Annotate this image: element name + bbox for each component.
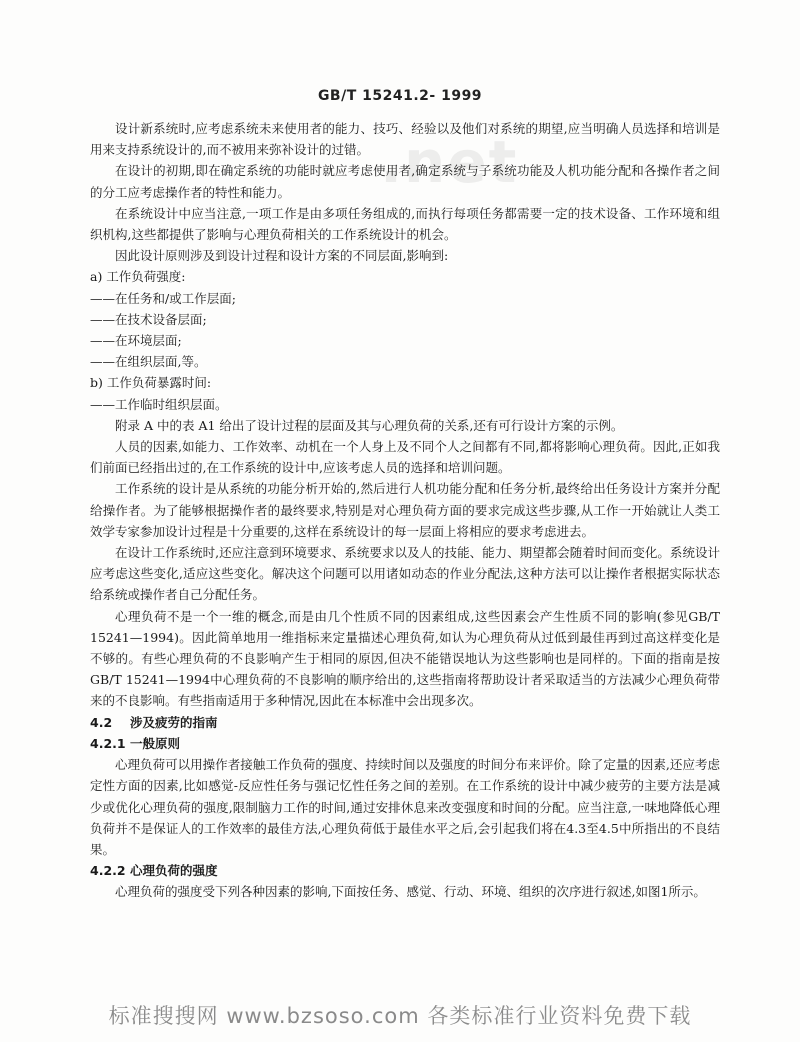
document-body bbox=[90, 118, 720, 903]
footer-watermark: 标准搜搜网 www.bzsoso.com 各类标准行业资料免费下载 bbox=[108, 1004, 692, 1028]
paragraph: 心理负荷可以用操作者接触工作负荷的强度、持续时间以及强度的时间分布来评价。除了定量的因素,还应考虑定性方面的因素,比如感觉-反应性任务与强记忆性任务之间的差别。在工作系统的设计中减少疲劳的主要方法是减少或优化心理负荷的强度,限制脑力工作的时间,通过安排休息来改变强度和时间的分配。应当注意,一味地降低心理负荷并不是保证人的工作效率的最佳方法,心理负荷低于最佳水平之后,会引起我们将在4.3至4.5中所指出的不良结果。 bbox=[90, 757, 720, 857]
standard-code-header: GB/T 15241.2- 1999 bbox=[317, 88, 483, 104]
section-number: 4.2.2 bbox=[90, 863, 126, 879]
list-item: ——在技术设备层面; bbox=[90, 311, 207, 327]
section-heading-4-2-1 bbox=[90, 733, 720, 754]
section-heading-4-2-2 bbox=[90, 860, 720, 881]
list-item: ——在组织层面,等。 bbox=[90, 354, 207, 370]
paragraph: 在设计工作系统时,还应注意到环境要求、系统要求以及人的技能、能力、期望都会随着时间而变化。系统设计应考虑这些变化,适应这些变化。解决这个问题可以用诸如动态的作业分配法,这种方法可以让操作者根据实际状态给系统或操作者自己分配任务。 bbox=[90, 545, 720, 603]
section-number: 4.2.1 bbox=[90, 735, 126, 751]
paragraph: 因此设计原则涉及到设计过程和设计方案的不同层面,影响到: bbox=[115, 248, 449, 264]
list-item: ——在任务和/或工作层面; bbox=[90, 290, 236, 306]
paragraph: 在系统设计中应当注意,一项工作是由多项任务组成的,而执行每项任务都需要一定的技术设备、工作环境和组织机构,这些都提供了影响与心理负荷相关的工作系统设计的机会。 bbox=[90, 205, 720, 243]
list-item: ——工作临时组织层面。 bbox=[90, 396, 228, 412]
paragraph: 心理负荷不是一个一维的概念,而是由几个性质不同的因素组成,这些因素会产生性质不同的影响(参见GB/T 15241—1994)。因此简单地用一维指标来定量描述心理负荷,如认为心理负荷从过低到最佳再到过高这样变化是不够的。有些心理负荷的不良影响产生于相同的原因,但决不能错误地认为这些影响也是同样的。下面的指南是按GB/T 15241—1994中心理负荷的不良影响的顺序给出的,这些指南将帮助设计者采取适当的方法减少心理负荷带来的不良影响。有些指南适用于多种情况,因此在本标准中会出现多次。 bbox=[90, 608, 720, 709]
paragraph: 在设计的初期,即在确定系统的功能时就应考虑使用者,确定系统与子系统功能及人机功能分配和各操作者之间的分工应考虑操作者的特性和能力。 bbox=[90, 163, 720, 200]
paragraph: 人员的因素,如能力、工作效率、动机在一个人身上及不同个人之间都有不同,都将影响心理负荷。因此,正如我们前面已经指出过的,在工作系统的设计中,应该考虑人员的选择和培训问题。 bbox=[90, 439, 720, 476]
section-heading-4-2 bbox=[90, 712, 720, 733]
paragraph: 附录 A 中的表 A1 给出了设计过程的层面及其与心理负荷的关系,还有可行设计方案的示例。 bbox=[115, 417, 624, 433]
list-item: a) 工作负荷强度: bbox=[90, 269, 186, 285]
section-number: 4.2 bbox=[90, 714, 113, 730]
paragraph: 工作系统的设计是从系统的功能分析开始的,然后进行人机功能分配和任务分析,最终给出任务设计方案并分配给操作者。为了能够根据操作者的最终要求,特别是对心理负荷方面的要求完成这些步骤,从工作一开始就让人类工效学专家参加设计过程是十分重要的,这样在系统设计的每一层面上将相应的要求考虑进去。 bbox=[90, 481, 720, 539]
section-title: 涉及疲劳的指南 bbox=[130, 714, 218, 730]
watermark-text: .net bbox=[380, 128, 519, 196]
list-item: ——在环境层面; bbox=[90, 333, 182, 349]
paragraph: 设计新系统时,应考虑系统未来使用者的能力、技巧、经验以及他们对系统的期望,应当明确人员选择和培训是用来支持系统设计的,而不被用来弥补设计的过错。 bbox=[90, 121, 720, 158]
paragraph: 心理负荷的强度受下列各种因素的影响,下面按任务、感觉、行动、环境、组织的次序进行叙述,如图1所示。 bbox=[115, 884, 706, 900]
list-item: b) 工作负荷暴露时间: bbox=[90, 375, 212, 391]
section-title: 心理负荷的强度 bbox=[130, 863, 218, 879]
section-title: 一般原则 bbox=[130, 735, 181, 751]
